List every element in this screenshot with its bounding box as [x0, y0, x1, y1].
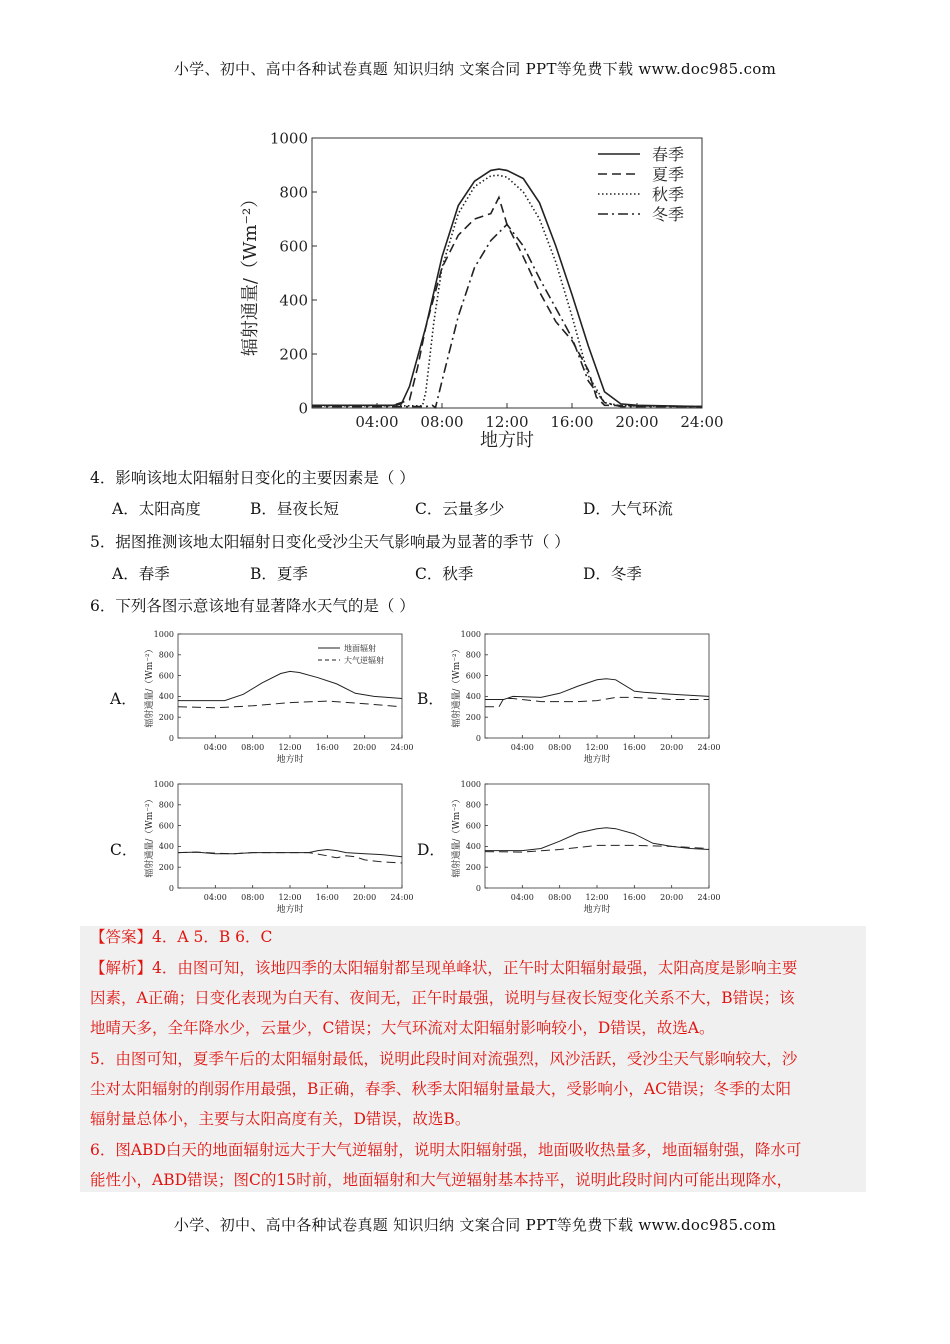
y-tick-label: 800	[158, 650, 174, 660]
analysis-line-7: 6．图ABD白天的地面辐射远大于大气逆辐射，说明太阳辐射强，地面吸收热量多，地面辐射强，降水可	[90, 1141, 802, 1159]
y-tick-label: 400	[465, 692, 481, 702]
series-line-地面辐射	[178, 671, 402, 700]
y-tick-label: 400	[465, 842, 481, 852]
x-tick-label: 04:00	[203, 893, 227, 902]
series-line-大气逆辐射	[485, 697, 709, 706]
series-line-秋季	[312, 175, 702, 406]
q4-option-a: A．太阳高度	[112, 500, 201, 518]
y-axis-label: 辐射通量/（Wm⁻²）	[452, 794, 462, 878]
y-tick-label: 0	[475, 733, 481, 743]
x-tick-label: 16:00	[315, 743, 339, 752]
analysis-line-3: 地晴天多，全年降水少，云量少，C错误；大气环流对太阳辐射影响较小，D错误，故选A。	[90, 1019, 715, 1037]
page-footer: 小学、初中、高中各种试卷真题 知识归纳 文案合同 PPT等免费下载 www.doc985.com	[173, 1216, 777, 1234]
x-tick-label: 24:00	[697, 893, 721, 902]
q4-option-b: B．昼夜长短	[250, 500, 339, 518]
x-tick-label: 16:00	[315, 893, 339, 902]
y-tick-label: 600	[465, 671, 481, 681]
y-axis-label: 辐射通量/（Wm⁻²）	[452, 644, 462, 728]
y-axis-label: 辐射通量/（Wm⁻²）	[145, 794, 155, 878]
x-axis-label: 地方时	[276, 755, 304, 765]
y-tick-label: 200	[465, 863, 481, 872]
x-axis-label: 地方时	[583, 755, 611, 765]
plot-frame	[178, 784, 402, 888]
x-tick-label: 16:00	[550, 413, 594, 431]
y-tick-label: 1000	[269, 129, 308, 148]
y-tick-label: 800	[465, 800, 481, 810]
y-tick-label: 200	[158, 863, 174, 872]
page-header: 小学、初中、高中各种试卷真题 知识归纳 文案合同 PPT等免费下载 www.doc985.com	[173, 60, 777, 78]
analysis-line-1: 【解析】4．由图可知，该地四季的太阳辐射都呈现单峰状，正午时太阳辐射最强，太阳高度是影响主要	[90, 959, 798, 977]
y-tick-label: 400	[158, 842, 174, 852]
analysis-line-2: 因素，A正确；日变化表现为白天有、夜间无，正午时最强，说明与昼夜长短变化关系不大，B错误；该	[90, 989, 795, 1007]
y-tick-label: 1000	[153, 629, 174, 639]
question-6-stem: 6．下列各图示意该地有显著降水天气的是（ ）	[90, 597, 415, 615]
x-tick-label: 24:00	[697, 743, 721, 752]
series-line-春季	[312, 169, 702, 407]
analysis-line-6: 辐射量总体小，主要与太阳高度有关，D错误，故选B。	[90, 1110, 471, 1128]
analysis-line-4: 5．由图可知，夏季午后的太阳辐射最低，说明此段时间对流强烈，风沙活跃，受沙尘天气影响较大，沙	[90, 1050, 798, 1068]
x-tick-label: 20:00	[660, 743, 684, 752]
legend-label-冬季: 冬季	[652, 205, 685, 224]
q5-option-a: A．春季	[112, 565, 170, 583]
q4-option-d: D．大气环流	[583, 500, 673, 518]
y-tick-label: 0	[298, 399, 308, 418]
legend-label-夏季: 夏季	[652, 165, 685, 184]
x-tick-label: 04:00	[203, 743, 227, 752]
y-tick-label: 200	[279, 345, 308, 364]
q4-option-c: C．云量多少	[415, 500, 505, 518]
x-tick-label: 08:00	[548, 743, 572, 752]
x-axis-label: 地方时	[480, 430, 534, 451]
y-axis-label: 辐射通量/（Wm⁻²）	[145, 644, 155, 728]
y-tick-label: 1000	[153, 779, 174, 789]
y-tick-label: 0	[475, 883, 481, 893]
y-tick-label: 600	[158, 671, 174, 681]
x-tick-label: 24:00	[390, 893, 414, 902]
x-tick-label: 20:00	[353, 893, 377, 902]
x-tick-label: 24:00	[680, 413, 724, 431]
panel-c-chart	[138, 776, 414, 916]
panel-label-c: C．	[110, 841, 138, 859]
x-axis-label: 地方时	[276, 905, 304, 915]
y-tick-label: 1000	[460, 629, 481, 639]
plot-frame	[312, 138, 702, 408]
series-line-地面辐射	[485, 828, 709, 851]
x-tick-label: 12:00	[585, 743, 609, 752]
panel-label-d: D．	[417, 841, 445, 859]
x-tick-label: 08:00	[420, 413, 464, 431]
q5-option-c: C．秋季	[415, 565, 474, 583]
x-tick-label: 20:00	[660, 893, 684, 902]
x-tick-label: 04:00	[510, 893, 534, 902]
question-4-stem: 4．影响该地太阳辐射日变化的主要因素是（ ）	[90, 469, 415, 487]
series-line-大气逆辐射	[178, 701, 402, 708]
y-tick-label: 800	[465, 650, 481, 660]
y-tick-label: 800	[279, 183, 308, 202]
x-tick-label: 12:00	[485, 413, 529, 431]
q5-option-b: B．夏季	[250, 565, 308, 583]
y-tick-label: 400	[279, 291, 308, 310]
x-tick-label: 20:00	[615, 413, 659, 431]
y-tick-label: 200	[158, 713, 174, 722]
series-line-夏季	[312, 197, 702, 406]
panel-b-chart	[445, 626, 721, 766]
panel-label-b: B．	[417, 690, 444, 708]
legend-label-地面辐射: 地面辐射	[344, 644, 376, 653]
y-tick-label: 1000	[460, 779, 481, 789]
y-tick-label: 0	[168, 733, 174, 743]
legend-label-春季: 春季	[652, 145, 685, 164]
x-tick-label: 20:00	[353, 743, 377, 752]
x-axis-label: 地方时	[583, 905, 611, 915]
series-line-冬季	[312, 224, 702, 407]
y-tick-label: 0	[168, 883, 174, 893]
plot-frame	[485, 784, 709, 888]
question-5-stem: 5．据图推测该地太阳辐射日变化受沙尘天气影响最为显著的季节（ ）	[90, 533, 570, 551]
panel-label-a: A．	[110, 690, 137, 708]
x-tick-label: 04:00	[355, 413, 399, 431]
x-tick-label: 08:00	[241, 893, 265, 902]
x-tick-label: 24:00	[390, 743, 414, 752]
analysis-line-8: 能性小，ABD错误；图C的15时前，地面辐射和大气逆辐射基本持平，说明此段时间内可能出现降水，	[90, 1171, 793, 1189]
y-tick-label: 200	[465, 713, 481, 722]
y-tick-label: 600	[158, 821, 174, 831]
x-tick-label: 08:00	[548, 893, 572, 902]
x-tick-label: 12:00	[278, 893, 302, 902]
plot-frame	[485, 634, 709, 738]
answer-line: 【答案】4．A 5．B 6．C	[90, 928, 273, 946]
x-tick-label: 04:00	[510, 743, 534, 752]
y-axis-label: 辐射通量/（Wm⁻²）	[240, 189, 261, 357]
y-tick-label: 600	[279, 237, 308, 256]
main-radiation-chart	[220, 124, 740, 464]
series-line-地面辐射	[485, 679, 709, 700]
q5-option-d: D．冬季	[583, 565, 642, 583]
y-tick-label: 600	[465, 821, 481, 831]
x-tick-label: 12:00	[585, 893, 609, 902]
x-tick-label: 16:00	[622, 743, 646, 752]
legend-label-秋季: 秋季	[652, 185, 685, 204]
x-tick-label: 16:00	[622, 893, 646, 902]
analysis-line-5: 尘对太阳辐射的削弱作用最强，B正确，春季、秋季太阳辐射量最大，受影响小，AC错误；冬季的太阳	[90, 1080, 791, 1098]
y-tick-label: 400	[158, 692, 174, 702]
x-tick-label: 08:00	[241, 743, 265, 752]
x-tick-label: 12:00	[278, 743, 302, 752]
panel-d-chart	[445, 776, 721, 916]
y-tick-label: 800	[158, 800, 174, 810]
panel-a-chart	[138, 626, 414, 766]
legend-label-大气逆辐射: 大气逆辐射	[344, 656, 384, 665]
